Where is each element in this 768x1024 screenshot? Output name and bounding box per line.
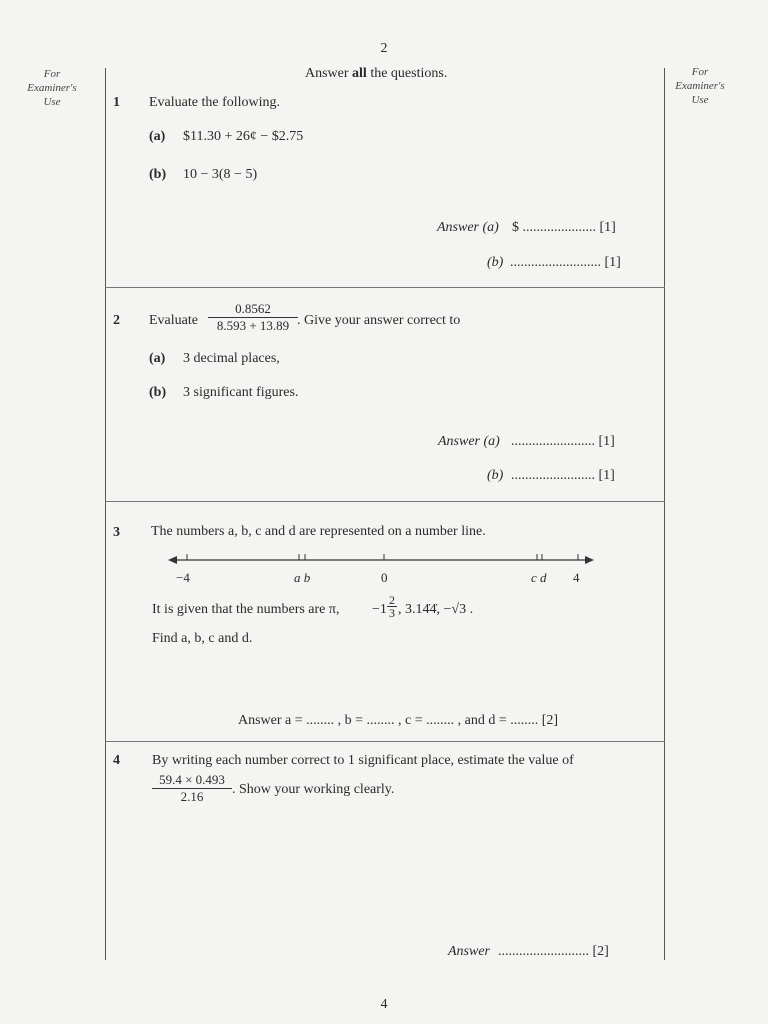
- arrow-left-icon: [168, 556, 177, 564]
- question-stem: By writing each number correct to 1 significant place, estimate the value of: [152, 753, 574, 768]
- page-number-top: 2: [380, 41, 388, 56]
- answer-label: Answer (a): [438, 434, 500, 449]
- expression: 10 − 3(8 − 5): [183, 167, 258, 182]
- examiner-use-label-left: For Examiner's Use: [27, 68, 77, 108]
- question-divider: [105, 287, 665, 288]
- given-text: −1: [372, 602, 387, 617]
- part-label: (b): [149, 167, 167, 182]
- tick-label: 0: [381, 570, 388, 585]
- given-text: It is given that the numbers are π,: [152, 602, 340, 617]
- fraction: $\frac{0.8562}{8.593 + 13.89}$: [208, 301, 298, 334]
- page-number-bottom: 4: [380, 997, 388, 1012]
- part-label: (b): [149, 385, 167, 400]
- question-stem: Evaluate the following.: [149, 95, 281, 110]
- question-number: 1: [113, 95, 120, 110]
- question-stem: . Give your answer correct to: [297, 313, 461, 328]
- instructions: Answer all the questions.: [305, 66, 448, 81]
- given-text: , 3.14̇4̇, −√3 .: [398, 602, 474, 617]
- tick-label: 4: [573, 570, 580, 585]
- question-stem: Evaluate: [149, 313, 198, 328]
- answer-line[interactable]: .......................... [1]: [510, 255, 621, 270]
- question-stem: The numbers a, b, c and d are represented on a number line.: [151, 524, 486, 539]
- answer-line[interactable]: $ ..................... [1]: [512, 220, 616, 235]
- answer-line[interactable]: ........................ [1]: [511, 434, 615, 449]
- question-divider: [105, 501, 665, 502]
- fraction: $\frac{2}{3}$: [389, 593, 395, 620]
- answer-label: Answer (a): [437, 220, 499, 235]
- question-number: 2: [113, 313, 120, 328]
- left-margin-rule: [105, 68, 106, 960]
- tick-label: a b: [294, 570, 311, 585]
- answer-label: (b): [487, 468, 504, 483]
- part-label: (a): [149, 129, 166, 144]
- tick-label: c d: [531, 570, 547, 585]
- part-text: 3 decimal places,: [183, 351, 280, 366]
- examiner-use-label-right: For Examiner's Use: [675, 66, 725, 106]
- number-line: [168, 548, 598, 572]
- answer-line[interactable]: .......................... [2]: [498, 944, 609, 959]
- arrow-right-icon: [585, 556, 594, 564]
- question-stem: Find a, b, c and d.: [152, 631, 253, 646]
- part-text: 3 significant figures.: [183, 385, 299, 400]
- question-stem: . Show your working clearly.: [232, 782, 395, 797]
- answer-line[interactable]: Answer a = ........ , b = ........ , c = ........ , and d = ........ [2]: [238, 713, 559, 728]
- answer-line[interactable]: ........................ [1]: [511, 468, 615, 483]
- answer-label: (b): [487, 255, 504, 270]
- part-label: (a): [149, 351, 166, 366]
- expression: $11.30 + 26¢ − $2.75: [183, 129, 304, 144]
- answer-label: Answer: [448, 944, 490, 959]
- fraction: $\frac{59.4 \times 0.493}{2.16}$: [152, 772, 232, 805]
- right-margin-rule: [664, 68, 665, 960]
- question-number: 4: [113, 753, 120, 768]
- question-divider: [105, 741, 665, 742]
- tick-label: −4: [176, 570, 190, 585]
- question-number: 3: [113, 525, 120, 540]
